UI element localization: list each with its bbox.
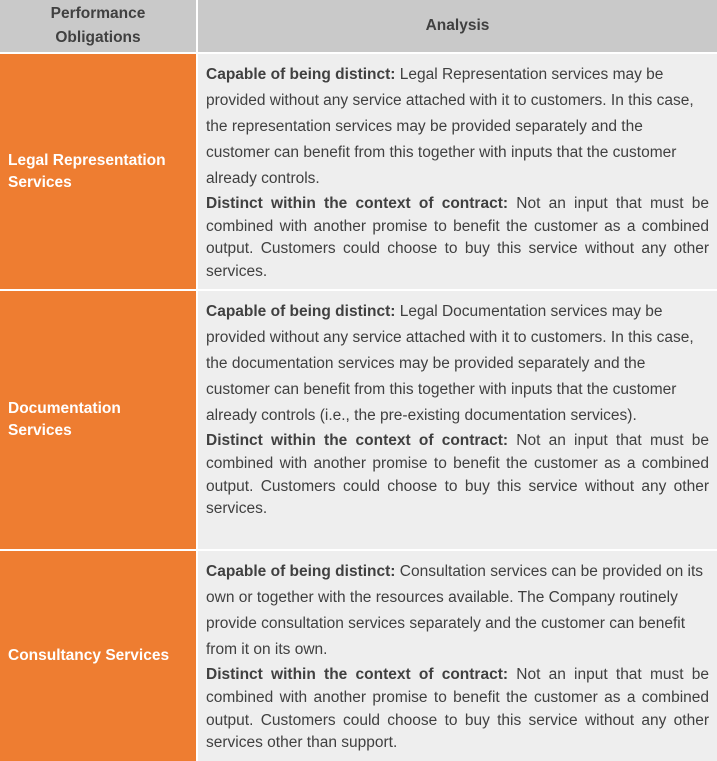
analysis-cell xyxy=(197,53,717,290)
capable-distinct-paragraph xyxy=(206,62,709,192)
analysis-cell xyxy=(197,290,717,550)
table-row xyxy=(0,550,717,760)
context-distinct-text: Not an input that must be combined with another promise to benefit the customer as a combined output. Customers could choose to buy this service without any other services other than support. xyxy=(206,666,710,752)
capable-distinct-label: Capable of being distinct: xyxy=(206,303,396,321)
context-distinct-paragraph xyxy=(206,664,709,754)
capable-distinct-paragraph xyxy=(206,299,709,429)
header-performance-obligations: Performance Obligations xyxy=(0,0,197,53)
obligation-cell: Consultancy Services xyxy=(0,550,197,760)
capable-distinct-text: Consultation services can be provided on its own or together with the resources available. The Company routinely provide consultation services separately and the customer can benefit from it on its own. xyxy=(206,563,704,659)
context-distinct-text: Not an input that must be combined with another promise to benefit the customer as a combined output. Customers could choose to buy this service without any other services. xyxy=(206,195,710,280)
capable-distinct-label: Capable of being distinct: xyxy=(206,563,396,581)
capable-distinct-text: Legal Representation services may be provided without any service attached with it to customers. In this case, the representation services may be provided separately and the customer can benefit from this together with inputs that the customer already controls. xyxy=(206,66,694,187)
analysis-cell xyxy=(197,550,717,760)
context-distinct-label: Distinct within the context of contract: xyxy=(206,195,509,212)
header-analysis: Analysis xyxy=(197,0,717,53)
context-distinct-paragraph xyxy=(206,193,709,283)
capable-distinct-paragraph xyxy=(206,559,709,663)
context-distinct-label: Distinct within the context of contract: xyxy=(206,432,509,450)
obligation-cell: Documentation Services xyxy=(0,290,197,550)
context-distinct-text: Not an input that must be combined with another promise to benefit the customer as a combined output. Customers could choose to buy this service without any other services. xyxy=(206,432,710,518)
context-distinct-paragraph xyxy=(206,430,709,520)
capable-distinct-label: Capable of being distinct: xyxy=(206,66,396,83)
obligation-cell: Legal Representation Services xyxy=(0,53,197,290)
table-row xyxy=(0,53,717,290)
context-distinct-label: Distinct within the context of contract: xyxy=(206,666,509,684)
header-row xyxy=(0,0,717,53)
capable-distinct-text: Legal Documentation services may be provided without any service attached with it to customers. In this case, the documentation services may be provided separately and the customer can benefit from this together with inputs that the customer already controls (i.e., the pre-existing documentation services). xyxy=(206,303,694,425)
table-row xyxy=(0,290,717,550)
